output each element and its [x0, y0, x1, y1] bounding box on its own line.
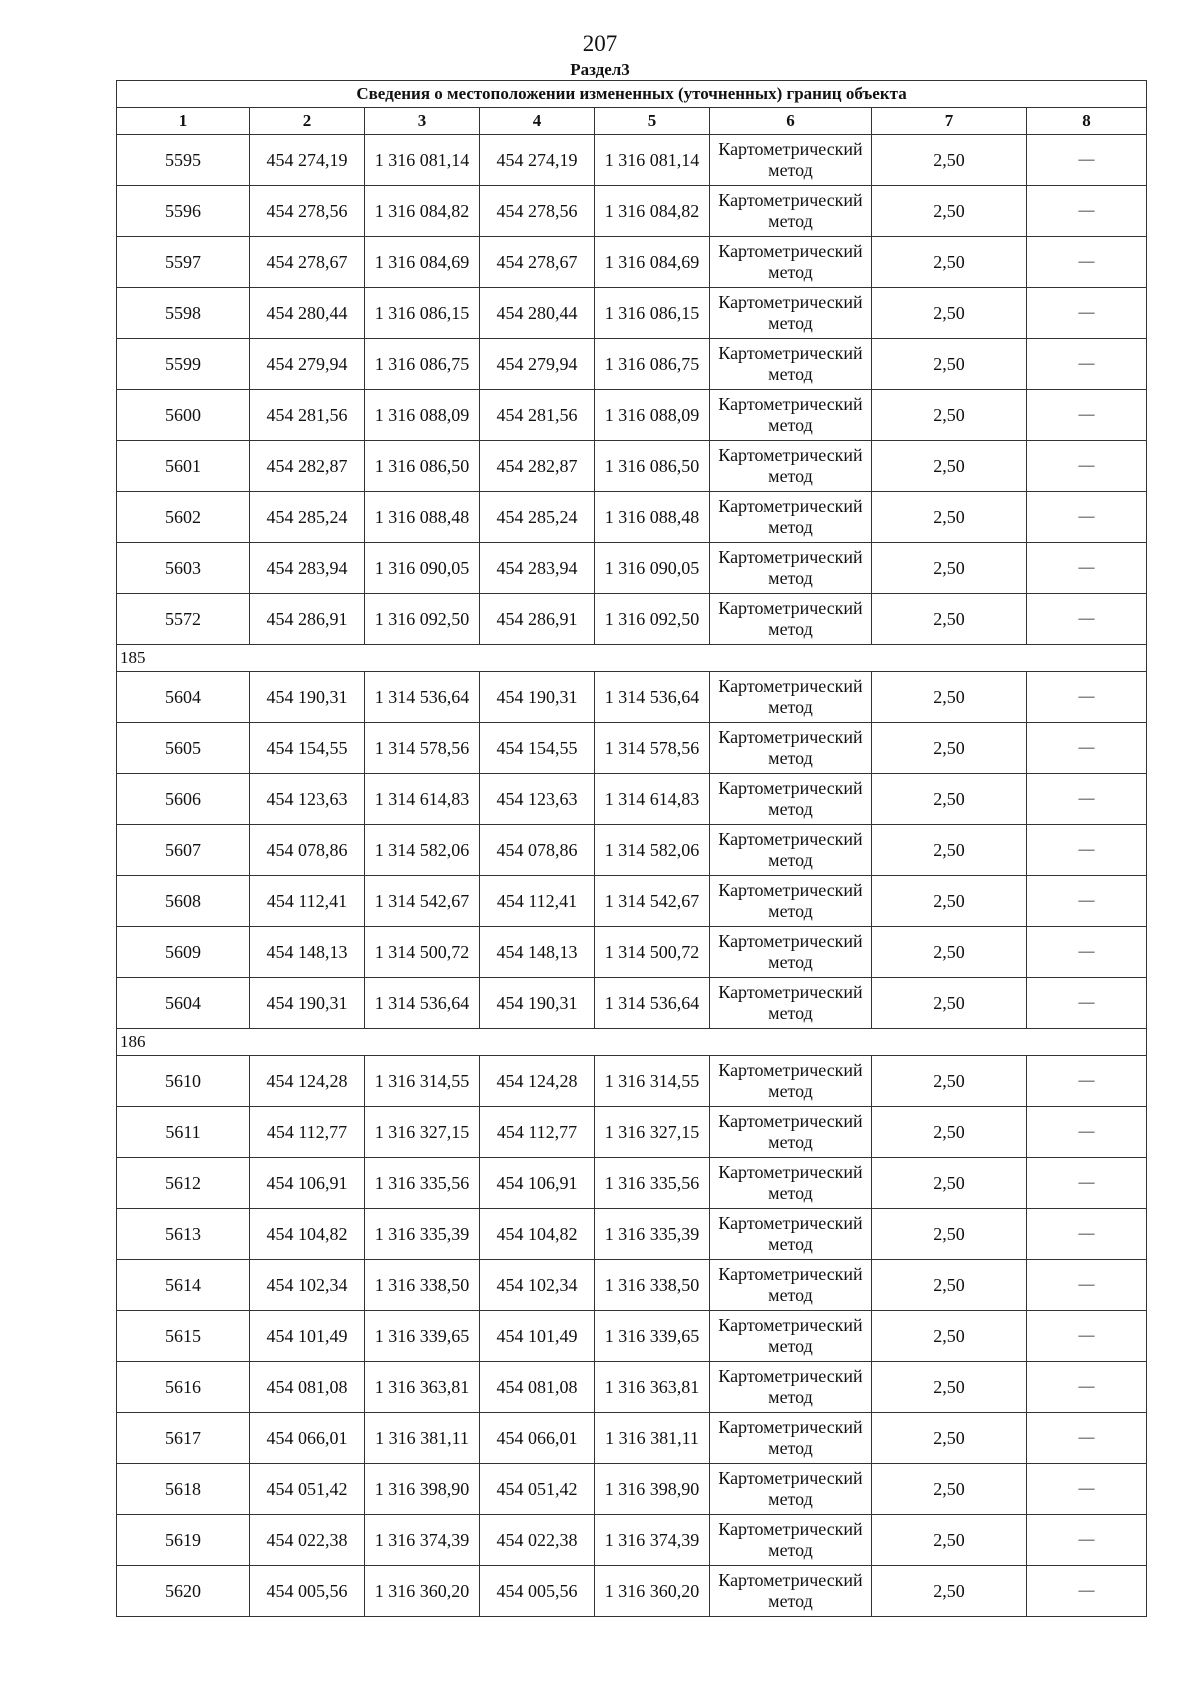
group-header-row [117, 645, 1147, 672]
point-number-cell: 5608 [117, 876, 250, 927]
point-number-cell: 5613 [117, 1209, 250, 1260]
x-old-cell: 454 078,86 [250, 825, 365, 876]
x-old-cell: 454 274,19 [250, 135, 365, 186]
column-number: 7 [872, 108, 1027, 135]
method-cell: Картометрический метод [710, 186, 872, 237]
accuracy-cell: 2,50 [872, 1209, 1027, 1260]
method-cell: Картометрический метод [710, 492, 872, 543]
x-new-cell: 454 283,94 [480, 543, 595, 594]
method-cell: Картометрический метод [710, 978, 872, 1029]
y-new-cell: 1 316 088,48 [595, 492, 710, 543]
method-cell: Картометрический метод [710, 1260, 872, 1311]
y-old-cell: 1 314 536,64 [365, 978, 480, 1029]
y-old-cell: 1 316 092,50 [365, 594, 480, 645]
x-new-cell: 454 005,56 [480, 1566, 595, 1617]
x-new-cell: 454 101,49 [480, 1311, 595, 1362]
accuracy-cell: 2,50 [872, 774, 1027, 825]
column-number: 3 [365, 108, 480, 135]
method-cell: Картометрический метод [710, 135, 872, 186]
y-old-cell: 1 316 327,15 [365, 1107, 480, 1158]
y-old-cell: 1 316 335,39 [365, 1209, 480, 1260]
y-new-cell: 1 316 092,50 [595, 594, 710, 645]
point-number-cell: 5609 [117, 927, 250, 978]
point-number-cell: 5616 [117, 1362, 250, 1413]
y-new-cell: 1 316 086,15 [595, 288, 710, 339]
y-new-cell: 1 316 374,39 [595, 1515, 710, 1566]
description-cell: — [1027, 543, 1147, 594]
accuracy-cell: 2,50 [872, 390, 1027, 441]
y-new-cell: 1 316 090,05 [595, 543, 710, 594]
x-new-cell: 454 280,44 [480, 288, 595, 339]
method-cell: Картометрический метод [710, 927, 872, 978]
point-number-cell: 5603 [117, 543, 250, 594]
y-old-cell: 1 316 086,15 [365, 288, 480, 339]
x-old-cell: 454 154,55 [250, 723, 365, 774]
x-new-cell: 454 285,24 [480, 492, 595, 543]
point-number-cell: 5572 [117, 594, 250, 645]
y-old-cell: 1 314 614,83 [365, 774, 480, 825]
table-row [117, 1515, 1147, 1566]
y-old-cell: 1 316 090,05 [365, 543, 480, 594]
y-new-cell: 1 314 536,64 [595, 672, 710, 723]
point-number-cell: 5598 [117, 288, 250, 339]
table-row [117, 339, 1147, 390]
x-new-cell: 454 066,01 [480, 1413, 595, 1464]
point-number-cell: 5601 [117, 441, 250, 492]
x-new-cell: 454 190,31 [480, 978, 595, 1029]
accuracy-cell: 2,50 [872, 1515, 1027, 1566]
description-cell: — [1027, 288, 1147, 339]
table-row [117, 723, 1147, 774]
point-number-cell: 5618 [117, 1464, 250, 1515]
x-new-cell: 454 112,41 [480, 876, 595, 927]
x-old-cell: 454 283,94 [250, 543, 365, 594]
x-old-cell: 454 280,44 [250, 288, 365, 339]
x-old-cell: 454 112,77 [250, 1107, 365, 1158]
y-old-cell: 1 314 542,67 [365, 876, 480, 927]
method-cell: Картометрический метод [710, 1056, 872, 1107]
method-cell: Картометрический метод [710, 1209, 872, 1260]
x-old-cell: 454 278,67 [250, 237, 365, 288]
x-old-cell: 454 022,38 [250, 1515, 365, 1566]
group-header-row [117, 1029, 1147, 1056]
description-cell: — [1027, 186, 1147, 237]
y-new-cell: 1 316 314,55 [595, 1056, 710, 1107]
point-number-cell: 5605 [117, 723, 250, 774]
method-cell: Картометрический метод [710, 594, 872, 645]
x-new-cell: 454 279,94 [480, 339, 595, 390]
y-new-cell: 1 314 578,56 [595, 723, 710, 774]
description-cell: — [1027, 390, 1147, 441]
y-old-cell: 1 316 381,11 [365, 1413, 480, 1464]
point-number-cell: 5611 [117, 1107, 250, 1158]
description-cell: — [1027, 1158, 1147, 1209]
method-cell: Картометрический метод [710, 339, 872, 390]
x-new-cell: 454 281,56 [480, 390, 595, 441]
table-row [117, 492, 1147, 543]
description-cell: — [1027, 1464, 1147, 1515]
x-old-cell: 454 281,56 [250, 390, 365, 441]
x-old-cell: 454 124,28 [250, 1056, 365, 1107]
x-old-cell: 454 190,31 [250, 672, 365, 723]
boundary-coordinates-table [116, 80, 1147, 1617]
y-old-cell: 1 314 536,64 [365, 672, 480, 723]
table-body [117, 135, 1147, 1617]
column-number: 8 [1027, 108, 1147, 135]
x-old-cell: 454 066,01 [250, 1413, 365, 1464]
description-cell: — [1027, 1209, 1147, 1260]
column-number: 2 [250, 108, 365, 135]
accuracy-cell: 2,50 [872, 135, 1027, 186]
y-new-cell: 1 314 614,83 [595, 774, 710, 825]
y-old-cell: 1 314 578,56 [365, 723, 480, 774]
table-row [117, 288, 1147, 339]
accuracy-cell: 2,50 [872, 1056, 1027, 1107]
description-cell: — [1027, 594, 1147, 645]
x-old-cell: 454 282,87 [250, 441, 365, 492]
accuracy-cell: 2,50 [872, 237, 1027, 288]
y-new-cell: 1 314 536,64 [595, 978, 710, 1029]
description-cell: — [1027, 1311, 1147, 1362]
y-new-cell: 1 314 500,72 [595, 927, 710, 978]
method-cell: Картометрический метод [710, 1107, 872, 1158]
accuracy-cell: 2,50 [872, 1464, 1027, 1515]
point-number-cell: 5620 [117, 1566, 250, 1617]
table-row [117, 1362, 1147, 1413]
method-cell: Картометрический метод [710, 288, 872, 339]
table-title-row [117, 81, 1147, 108]
x-old-cell: 454 278,56 [250, 186, 365, 237]
description-cell: — [1027, 441, 1147, 492]
method-cell: Картометрический метод [710, 1413, 872, 1464]
x-new-cell: 454 102,34 [480, 1260, 595, 1311]
method-cell: Картометрический метод [710, 1362, 872, 1413]
point-number-cell: 5604 [117, 978, 250, 1029]
point-number-cell: 5595 [117, 135, 250, 186]
method-cell: Картометрический метод [710, 441, 872, 492]
y-old-cell: 1 316 086,50 [365, 441, 480, 492]
x-old-cell: 454 106,91 [250, 1158, 365, 1209]
y-new-cell: 1 316 338,50 [595, 1260, 710, 1311]
table-row [117, 390, 1147, 441]
method-cell: Картометрический метод [710, 774, 872, 825]
y-new-cell: 1 316 086,75 [595, 339, 710, 390]
table-row [117, 825, 1147, 876]
x-new-cell: 454 282,87 [480, 441, 595, 492]
column-number: 5 [595, 108, 710, 135]
description-cell: — [1027, 1362, 1147, 1413]
point-number-cell: 5612 [117, 1158, 250, 1209]
y-new-cell: 1 316 327,15 [595, 1107, 710, 1158]
x-new-cell: 454 278,67 [480, 237, 595, 288]
x-new-cell: 454 278,56 [480, 186, 595, 237]
column-number: 6 [710, 108, 872, 135]
y-new-cell: 1 316 339,65 [595, 1311, 710, 1362]
y-old-cell: 1 316 374,39 [365, 1515, 480, 1566]
y-old-cell: 1 316 088,09 [365, 390, 480, 441]
accuracy-cell: 2,50 [872, 1311, 1027, 1362]
table-row [117, 1566, 1147, 1617]
method-cell: Картометрический метод [710, 876, 872, 927]
accuracy-cell: 2,50 [872, 1566, 1027, 1617]
column-number-row [117, 108, 1147, 135]
point-number-cell: 5596 [117, 186, 250, 237]
y-old-cell: 1 316 086,75 [365, 339, 480, 390]
method-cell: Картометрический метод [710, 672, 872, 723]
description-cell: — [1027, 1107, 1147, 1158]
table-row [117, 237, 1147, 288]
y-old-cell: 1 316 335,56 [365, 1158, 480, 1209]
x-new-cell: 454 051,42 [480, 1464, 595, 1515]
accuracy-cell: 2,50 [872, 825, 1027, 876]
table-row [117, 186, 1147, 237]
y-old-cell: 1 314 582,06 [365, 825, 480, 876]
accuracy-cell: 2,50 [872, 492, 1027, 543]
description-cell: — [1027, 927, 1147, 978]
y-new-cell: 1 316 398,90 [595, 1464, 710, 1515]
table-row [117, 672, 1147, 723]
point-number-cell: 5606 [117, 774, 250, 825]
description-cell: — [1027, 1260, 1147, 1311]
method-cell: Картометрический метод [710, 1464, 872, 1515]
description-cell: — [1027, 135, 1147, 186]
table-row [117, 1413, 1147, 1464]
accuracy-cell: 2,50 [872, 1107, 1027, 1158]
y-new-cell: 1 316 381,11 [595, 1413, 710, 1464]
y-new-cell: 1 316 086,50 [595, 441, 710, 492]
description-cell: — [1027, 723, 1147, 774]
x-old-cell: 454 104,82 [250, 1209, 365, 1260]
accuracy-cell: 2,50 [872, 876, 1027, 927]
point-number-cell: 5599 [117, 339, 250, 390]
table-row [117, 1311, 1147, 1362]
y-old-cell: 1 316 398,90 [365, 1464, 480, 1515]
method-cell: Картометрический метод [710, 390, 872, 441]
y-new-cell: 1 314 582,06 [595, 825, 710, 876]
x-new-cell: 454 274,19 [480, 135, 595, 186]
method-cell: Картометрический метод [710, 543, 872, 594]
group-label: 186 [117, 1029, 1147, 1056]
accuracy-cell: 2,50 [872, 594, 1027, 645]
x-new-cell: 454 081,08 [480, 1362, 595, 1413]
description-cell: — [1027, 492, 1147, 543]
accuracy-cell: 2,50 [872, 1260, 1027, 1311]
x-new-cell: 454 123,63 [480, 774, 595, 825]
y-new-cell: 1 316 360,20 [595, 1566, 710, 1617]
accuracy-cell: 2,50 [872, 1158, 1027, 1209]
x-new-cell: 454 190,31 [480, 672, 595, 723]
y-old-cell: 1 316 338,50 [365, 1260, 480, 1311]
method-cell: Картометрический метод [710, 825, 872, 876]
method-cell: Картометрический метод [710, 723, 872, 774]
point-number-cell: 5615 [117, 1311, 250, 1362]
point-number-cell: 5600 [117, 390, 250, 441]
page-number: 207 [582, 31, 618, 56]
x-new-cell: 454 286,91 [480, 594, 595, 645]
description-cell: — [1027, 1413, 1147, 1464]
table-row [117, 594, 1147, 645]
y-new-cell: 1 316 335,56 [595, 1158, 710, 1209]
accuracy-cell: 2,50 [872, 1413, 1027, 1464]
accuracy-cell: 2,50 [872, 978, 1027, 1029]
description-cell: — [1027, 978, 1147, 1029]
y-new-cell: 1 314 542,67 [595, 876, 710, 927]
y-old-cell: 1 316 084,69 [365, 237, 480, 288]
method-cell: Картометрический метод [710, 237, 872, 288]
x-new-cell: 454 104,82 [480, 1209, 595, 1260]
y-new-cell: 1 316 363,81 [595, 1362, 710, 1413]
accuracy-cell: 2,50 [872, 927, 1027, 978]
table-title: Сведения о местоположении измененных (уточненных) границ объекта [117, 81, 1147, 108]
description-cell: — [1027, 876, 1147, 927]
method-cell: Картометрический метод [710, 1158, 872, 1209]
point-number-cell: 5610 [117, 1056, 250, 1107]
accuracy-cell: 2,50 [872, 339, 1027, 390]
accuracy-cell: 2,50 [872, 723, 1027, 774]
section-label: Раздел3 [570, 60, 630, 79]
y-old-cell: 1 316 314,55 [365, 1056, 480, 1107]
description-cell: — [1027, 339, 1147, 390]
method-cell: Картометрический метод [710, 1515, 872, 1566]
accuracy-cell: 2,50 [872, 1362, 1027, 1413]
x-old-cell: 454 102,34 [250, 1260, 365, 1311]
x-new-cell: 454 154,55 [480, 723, 595, 774]
description-cell: — [1027, 825, 1147, 876]
description-cell: — [1027, 1056, 1147, 1107]
y-old-cell: 1 316 081,14 [365, 135, 480, 186]
table-row [117, 1158, 1147, 1209]
y-new-cell: 1 316 084,69 [595, 237, 710, 288]
y-old-cell: 1 316 363,81 [365, 1362, 480, 1413]
column-number: 1 [117, 108, 250, 135]
point-number-cell: 5617 [117, 1413, 250, 1464]
description-cell: — [1027, 1566, 1147, 1617]
y-new-cell: 1 316 081,14 [595, 135, 710, 186]
y-new-cell: 1 316 084,82 [595, 186, 710, 237]
x-old-cell: 454 005,56 [250, 1566, 365, 1617]
description-cell: — [1027, 672, 1147, 723]
x-new-cell: 454 124,28 [480, 1056, 595, 1107]
x-old-cell: 454 285,24 [250, 492, 365, 543]
x-old-cell: 454 286,91 [250, 594, 365, 645]
group-label: 185 [117, 645, 1147, 672]
y-old-cell: 1 314 500,72 [365, 927, 480, 978]
x-old-cell: 454 051,42 [250, 1464, 365, 1515]
table-row [117, 978, 1147, 1029]
method-cell: Картометрический метод [710, 1311, 872, 1362]
x-old-cell: 454 190,31 [250, 978, 365, 1029]
x-new-cell: 454 148,13 [480, 927, 595, 978]
description-cell: — [1027, 237, 1147, 288]
table-row [117, 927, 1147, 978]
point-number-cell: 5604 [117, 672, 250, 723]
point-number-cell: 5597 [117, 237, 250, 288]
table-row [117, 135, 1147, 186]
accuracy-cell: 2,50 [872, 672, 1027, 723]
accuracy-cell: 2,50 [872, 441, 1027, 492]
x-new-cell: 454 078,86 [480, 825, 595, 876]
accuracy-cell: 2,50 [872, 543, 1027, 594]
table-row [117, 774, 1147, 825]
x-old-cell: 454 081,08 [250, 1362, 365, 1413]
table-row [117, 1209, 1147, 1260]
x-old-cell: 454 112,41 [250, 876, 365, 927]
x-new-cell: 454 106,91 [480, 1158, 595, 1209]
y-new-cell: 1 316 088,09 [595, 390, 710, 441]
table-row [117, 876, 1147, 927]
y-old-cell: 1 316 088,48 [365, 492, 480, 543]
accuracy-cell: 2,50 [872, 288, 1027, 339]
description-cell: — [1027, 1515, 1147, 1566]
description-cell: — [1027, 774, 1147, 825]
x-new-cell: 454 022,38 [480, 1515, 595, 1566]
table-row [117, 543, 1147, 594]
column-number: 4 [480, 108, 595, 135]
y-old-cell: 1 316 084,82 [365, 186, 480, 237]
accuracy-cell: 2,50 [872, 186, 1027, 237]
point-number-cell: 5619 [117, 1515, 250, 1566]
point-number-cell: 5602 [117, 492, 250, 543]
x-old-cell: 454 123,63 [250, 774, 365, 825]
method-cell: Картометрический метод [710, 1566, 872, 1617]
y-old-cell: 1 316 360,20 [365, 1566, 480, 1617]
table-row [117, 1464, 1147, 1515]
point-number-cell: 5607 [117, 825, 250, 876]
x-old-cell: 454 148,13 [250, 927, 365, 978]
table-row [117, 441, 1147, 492]
point-number-cell: 5614 [117, 1260, 250, 1311]
x-old-cell: 454 101,49 [250, 1311, 365, 1362]
x-new-cell: 454 112,77 [480, 1107, 595, 1158]
y-old-cell: 1 316 339,65 [365, 1311, 480, 1362]
table-row [117, 1260, 1147, 1311]
y-new-cell: 1 316 335,39 [595, 1209, 710, 1260]
x-old-cell: 454 279,94 [250, 339, 365, 390]
table-row [117, 1107, 1147, 1158]
table-row [117, 1056, 1147, 1107]
